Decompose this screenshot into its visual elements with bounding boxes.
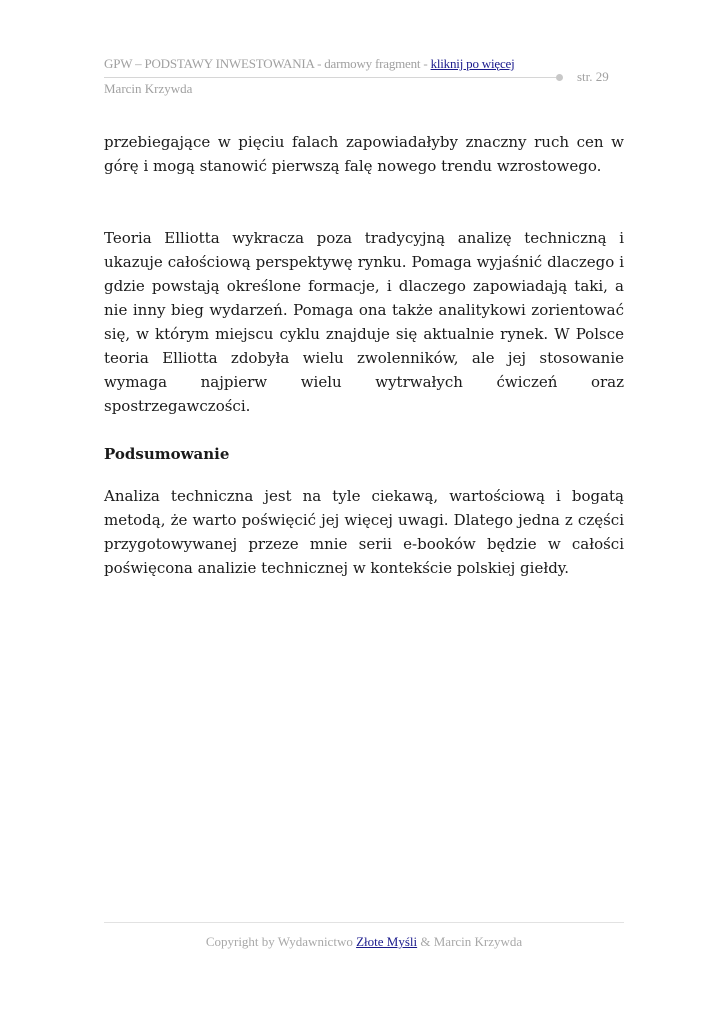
bullet-icon <box>556 74 563 81</box>
footer-copyright-prefix: Copyright by Wydawnictwo <box>205 934 357 949</box>
page-number: str. 29 <box>577 69 609 84</box>
body-paragraph-2: Teoria Elliotta wykracza poza tradycyjną analizę techniczną i ukazuje całościową perspektywę rynku. Pomaga wyjaśnić dlaczego i gdzie powstają określone formacje, i dlaczego zapowiadają taki, a nie inny bieg wydarzeń. Pomaga ona także analitykowi zorientować się, w którym miejscu cyklu znajduje się aktualnie rynek. W Polsce teoria Elliotta zdobyła wielu zwolenników, ale jej stosowanie wymaga najpierw wielu wytrwałych ćwiczeń oraz spostrzegawczości. <box>104 229 624 415</box>
publisher-link[interactable]: Złote Myśli <box>356 934 418 949</box>
header-title-text: GPW – PODSTAWY INWESTOWANIA - darmowy fragment - <box>104 56 431 71</box>
page-content <box>104 130 624 580</box>
body-paragraph-1: przebiegające w pięciu falach zapowiadałyby znaczny ruch cen w górę i mogą stanowić pierwszą falę nowego trendu wzrostowego. <box>104 133 624 175</box>
header-divider <box>104 77 556 78</box>
footer-divider <box>104 922 624 923</box>
header-author: Marcin Krzywda <box>104 81 193 96</box>
footer-copyright-suffix: & Marcin Krzywda <box>417 934 523 949</box>
page-footer <box>0 934 728 950</box>
body-paragraph-3: Analiza techniczna jest na tyle ciekawą, wartościową i bogatą metodą, że warto poświęcić jej więcej uwagi. Dlatego jedna z części przygotowywanej przeze mnie serii e-booków będzie w całości poświęcona analizie technicznej w kontekście polskiej giełdy. <box>104 487 624 577</box>
section-heading: Podsumowanie <box>104 445 230 463</box>
header-title <box>104 56 624 72</box>
page-number-block <box>556 69 609 85</box>
more-link[interactable]: kliknij po więcej <box>430 56 515 71</box>
